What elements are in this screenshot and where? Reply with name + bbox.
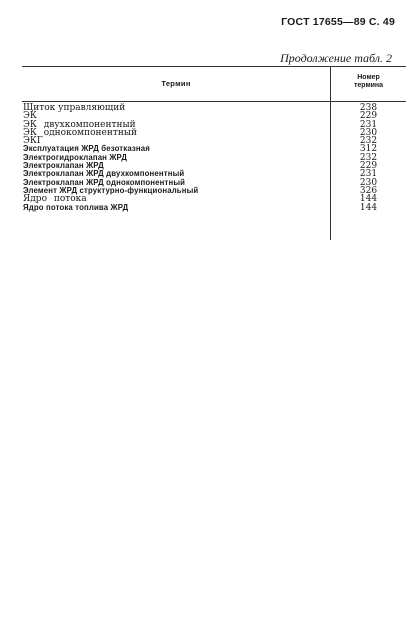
table-row (22, 204, 406, 212)
term-cell: ЭК (23, 111, 37, 122)
page-header: ГОСТ 17655—89 С. 49 (281, 16, 395, 28)
term-cell: Ядро потока (23, 194, 87, 205)
term-cell: Элемент ЖРД структурно-функциональный (23, 185, 199, 195)
column-header-number-line2: термина (353, 82, 384, 89)
table-header-rule (22, 101, 406, 102)
table-top-rule (22, 66, 406, 67)
number-cell: 229 (359, 111, 378, 122)
table-row (22, 129, 406, 137)
term-cell: ЭК однокомпонентный (23, 127, 138, 138)
term-cell: Эксплуатация ЖРД безотказная (23, 144, 150, 154)
term-cell: ЭК двухкомпонентный (23, 119, 136, 130)
terms-table (22, 66, 406, 240)
number-cell: 326 (359, 185, 378, 196)
number-cell: 232 (359, 152, 378, 163)
number-cell: 231 (359, 169, 378, 180)
table-row (22, 104, 406, 112)
number-cell: 230 (359, 127, 378, 138)
number-cell: 144 (359, 202, 378, 213)
term-cell: Электроклапан ЖРД однокомпонентный (23, 177, 186, 187)
column-header-number (331, 74, 406, 90)
table-continuation-label: Продолжение табл. 2 (280, 51, 392, 65)
term-cell: Ядро потока топлива ЖРД (23, 202, 129, 212)
number-cell: 230 (359, 177, 378, 188)
number-cell: 232 (359, 136, 378, 147)
table-body (22, 104, 406, 212)
number-cell: 229 (359, 161, 378, 172)
term-cell: Электрогидроклапан ЖРД (23, 152, 128, 162)
number-cell: 231 (359, 119, 378, 130)
number-cell: 144 (359, 194, 378, 205)
term-cell: Электроклапан ЖРД (23, 161, 104, 171)
column-header-number-line1: Номер (357, 74, 380, 81)
term-cell: Щиток управляющий (23, 103, 126, 113)
term-cell: Электроклапан ЖРД двухкомпонентный (23, 169, 185, 179)
column-header-term: Термин (161, 79, 191, 88)
number-cell: 312 (359, 144, 378, 155)
number-cell: 238 (359, 103, 378, 113)
term-cell: ЭКГ (23, 136, 43, 147)
